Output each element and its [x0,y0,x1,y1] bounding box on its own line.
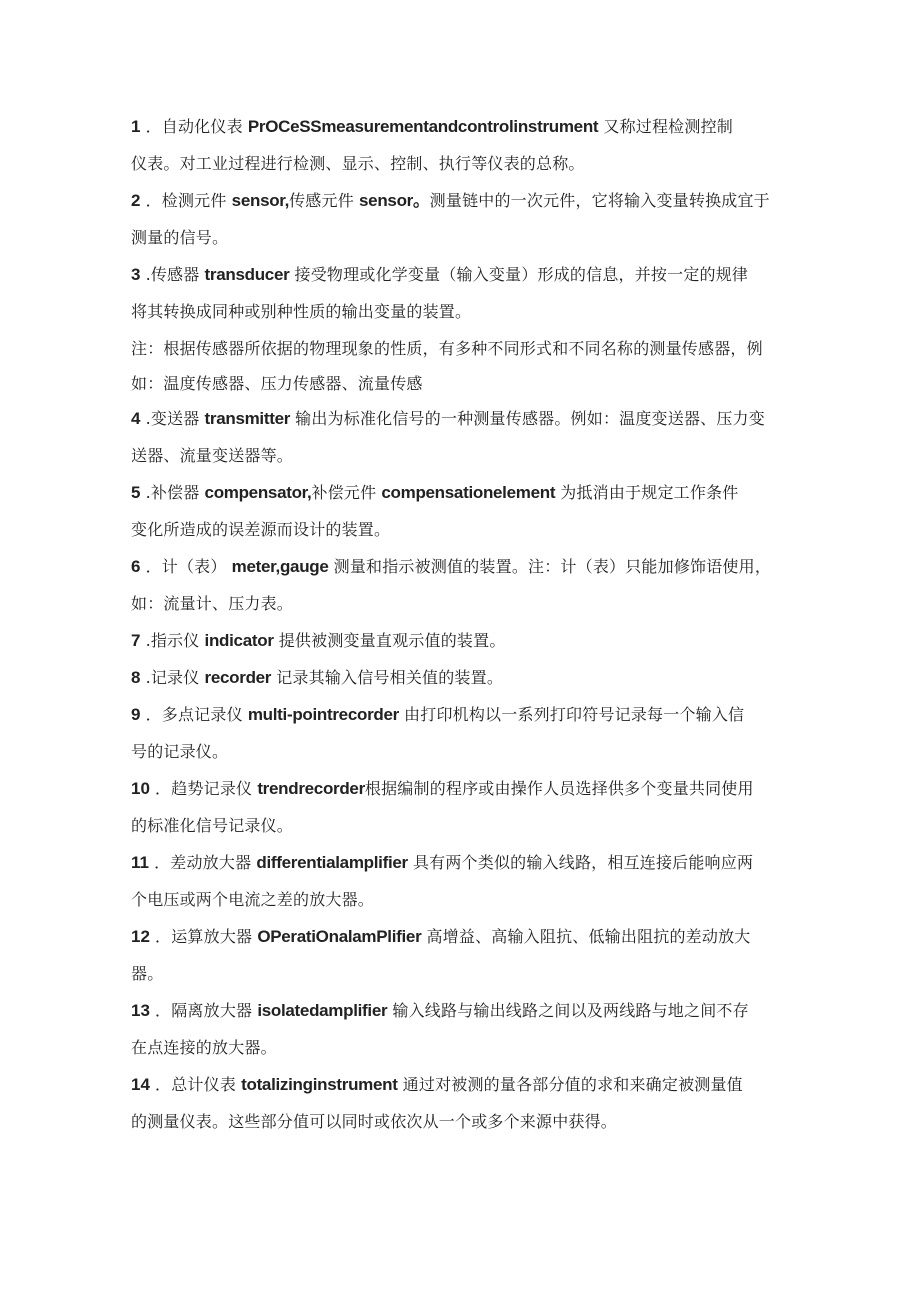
item-1-line-1 [131,114,799,151]
item-definition: 高增益、高输入阻抗、低输出阻抗的差动放大 [426,927,751,946]
item-12-line-1 [131,924,799,961]
item-definition-cont: 在点连接的放大器。 [131,1038,277,1057]
item-definition-cont: 测量的信号。 [131,228,229,247]
item-number: 7 [131,631,141,650]
item-definition-cont: 器。 [131,964,164,983]
item-number: 11 [131,853,149,872]
item-number: 4 [131,409,141,428]
item-definition: 测量链中的一次元件，它将输入变量转换成宜于 [429,191,770,210]
item-13-line-1 [131,998,799,1035]
item-5-line-2 [131,517,799,554]
item-lead: .记录仪 [145,668,200,687]
item-number: 9 [131,705,141,724]
item-term: indicator [204,631,274,650]
item-6-line-2 [131,591,799,628]
item-definition: 为抵消由于规定工作条件 [560,483,739,502]
item-number: 6 [131,557,141,576]
item-3-note-1 [131,336,799,371]
item-13-line-2 [131,1035,799,1072]
item-definition-cont: 将其转换成同种或别种性质的输出变量的装置。 [131,302,472,321]
item-lead: ．总计仪表 [155,1075,237,1094]
item-definition-cont: 仪表。对工业过程进行检测、显示、控制、执行等仪表的总称。 [131,154,585,173]
item-definition: 测量和指示被测值的装置。注：计（表）只能加修饰语使用， [333,557,772,576]
item-lead: ．趋势记录仪 [155,779,253,798]
item-3-line-1 [131,262,799,299]
item-number: 12 [131,927,150,946]
item-4-line-1 [131,406,799,443]
item-number: 10 [131,779,150,798]
item-8-line-1 [131,665,799,702]
item-14-line-1 [131,1072,799,1109]
item-number: 5 [131,483,141,502]
item-definition: 输出为标准化信号的一种测量传感器。例如：温度变送器、压力变 [295,409,765,428]
item-14-line-2 [131,1109,799,1146]
item-term-2: sensor。 [359,191,430,210]
item-definition: 输入线路与输出线路之间以及两线路与地之间不存 [392,1001,749,1020]
item-lead: .补偿器 [145,483,200,502]
item-lead: .指示仪 [145,631,200,650]
item-lead: ．计（表） [145,557,227,576]
item-number: 8 [131,668,141,687]
item-9-line-1 [131,702,799,739]
item-3-note-2 [131,371,799,406]
item-12-line-2 [131,961,799,998]
item-definition-cont: 变化所造成的误差源而设计的装置。 [131,520,391,539]
item-definition-cont: 如：流量计、压力表。 [131,594,294,613]
item-definition: 接受物理或化学变量（输入变量）形成的信息，并按一定的规律 [294,265,749,284]
item-term: PrOCeSSmeasurementandcontrolinstrument [247,117,599,136]
item-10-line-2 [131,813,799,850]
item-definition: 由打印机构以一系列打印符号记录每一个输入信 [404,705,745,724]
item-2-line-1 [131,188,799,225]
item-lead: ．差动放大器 [154,853,252,872]
note-text-cont: 如：温度传感器、压力传感器、流量传感 [131,374,423,393]
item-definition-cont: 的测量仪表。这些部分值可以同时或依次从一个或多个来源中获得。 [131,1112,618,1131]
item-definition-cont: 送器、流量变送器等。 [131,446,294,465]
item-definition-cont: 个电压或两个电流之差的放大器。 [131,890,375,909]
item-term: recorder [204,668,272,687]
item-2-line-2 [131,225,799,262]
item-6-line-1 [131,554,799,591]
item-lead: ．自动化仪表 [145,117,243,136]
item-4-line-2 [131,443,799,480]
item-3-line-2 [131,299,799,336]
item-definition-cont: 号的记录仪。 [131,742,229,761]
item-lead: .传感器 [145,265,200,284]
item-term: trendrecorder [257,779,365,798]
item-11-line-1 [131,850,799,887]
item-term: multi-pointrecorder [247,705,399,724]
item-7-line-1 [131,628,799,665]
item-definition: 通过对被测的量各部分值的求和来确定被测量值 [402,1075,743,1094]
item-1-line-2 [131,151,799,188]
item-9-line-2 [131,739,799,776]
item-lead: ．检测元件 [145,191,227,210]
item-number: 14 [131,1075,150,1094]
item-definition: 记录其输入信号相关值的装置。 [276,668,504,687]
item-10-line-1 [131,776,799,813]
item-number: 1 [131,117,141,136]
item-definition-cont: 的标准化信号记录仪。 [131,816,294,835]
item-number: 2 [131,191,141,210]
definition-list [131,114,799,1146]
item-mid: 传感元件 [289,191,354,210]
item-term: OPeratiOnalamPlifier [257,927,422,946]
item-term: isolatedamplifier [257,1001,388,1020]
item-term: meter,gauge [231,557,329,576]
item-term: transmitter [204,409,291,428]
item-11-line-2 [131,887,799,924]
item-lead: ．隔离放大器 [155,1001,253,1020]
item-number: 3 [131,265,141,284]
item-definition: 具有两个类似的输入线路，相互连接后能响应两 [412,853,754,872]
item-5-line-1 [131,480,799,517]
item-definition: 提供被测变量直观示值的装置。 [278,631,506,650]
item-lead: ．运算放大器 [155,927,253,946]
item-term: sensor, [231,191,290,210]
item-mid: 补偿元件 [311,483,377,502]
item-term: totalizinginstrument [241,1075,398,1094]
item-term: transducer [204,265,290,284]
note-text: 注：根据传感器所依据的物理现象的性质，有多种不同形式和不同名称的测量传感器，例 [131,339,763,358]
item-term-2: compensationelement [381,483,556,502]
item-term: compensator, [204,483,312,502]
item-lead: .变送器 [145,409,200,428]
item-definition: 又称过程检测控制 [603,117,733,136]
item-definition: 根据编制的程序或由操作人员选择供多个变量共同使用 [364,779,754,798]
item-lead: ．多点记录仪 [145,705,243,724]
item-number: 13 [131,1001,150,1020]
item-term: differentialamplifier [256,853,408,872]
